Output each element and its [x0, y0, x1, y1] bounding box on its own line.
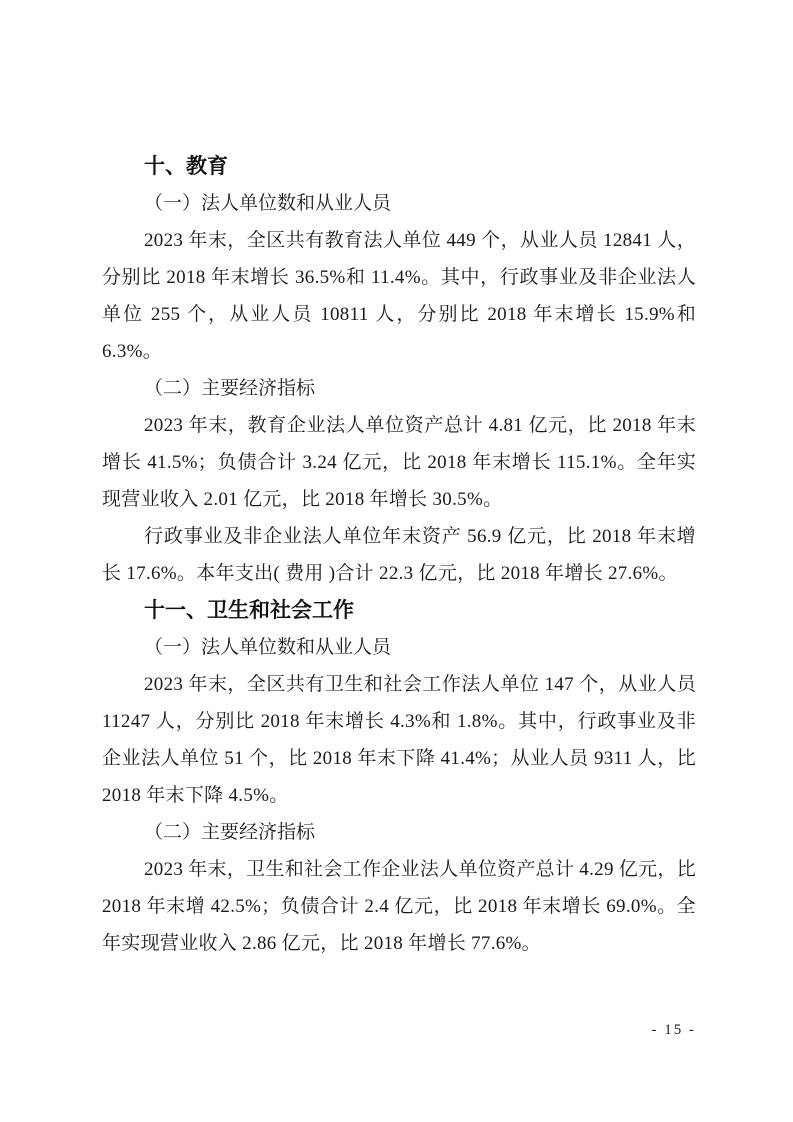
paragraph-health-enterprise-assets: 2023 年末，卫生和社会工作企业法人单位资产总计 4.29 亿元，比 2018 年末增 42.5%；负债合计 2.4 亿元，比 2018 年末增长 69.0%。全年实现营业收入 2.86 亿元，比 2018 年增长 77.6%。 — [102, 859, 697, 954]
subsection-heading-education-economic: （二）主要经济指标 — [144, 378, 316, 399]
document-content — [102, 148, 696, 962]
paragraph-education-enterprise-assets: 2023 年末，教育企业法人单位资产总计 4.81 亿元，比 2018 年末增长 41.5%；负债合计 3.24 亿元，比 2018 年末增长 115.1%。全年实现营业收入 2.01 亿元，比 2018 年增长 30.5%。 — [102, 415, 696, 510]
paragraph-education-admin-assets: 行政事业及非企业法人单位年末资产 56.9 亿元，比 2018 年末增长 17.6%。本年支出( 费用 )合计 22.3 亿元，比 2018 年增长 27.6%。 — [102, 526, 696, 584]
subsection-heading-education-units: （一）法人单位数和从业人员 — [144, 193, 392, 214]
page-number: - 15 - — [651, 1022, 696, 1038]
section-heading-education: 十、教育 — [144, 155, 228, 178]
paragraph-health-units: 2023 年末，全区共有卫生和社会工作法人单位 147 个，从业人员 11247 人，分别比 2018 年末增长 4.3%和 1.8%。其中，行政事业及非企业法人单位 51 个，比 2018 年末下降 41.4%；从业人员 9311 人，比 2018 年末下降 4.5%。 — [102, 674, 696, 806]
subsection-heading-health-economic: （二）主要经济指标 — [144, 822, 316, 843]
subsection-heading-health-units: （一）法人单位数和从业人员 — [144, 637, 392, 658]
section-heading-health-social-work: 十一、卫生和社会工作 — [144, 599, 354, 622]
paragraph-education-units: 2023 年末，全区共有教育法人单位 449 个，从业人员 12841 人，分别比 2018 年末增长 36.5%和 11.4%。其中，行政事业及非企业法人单位 255 个，从业人员 10811 人，分别比 2018 年末增长 15.9%和 6.3%。 — [102, 230, 696, 362]
